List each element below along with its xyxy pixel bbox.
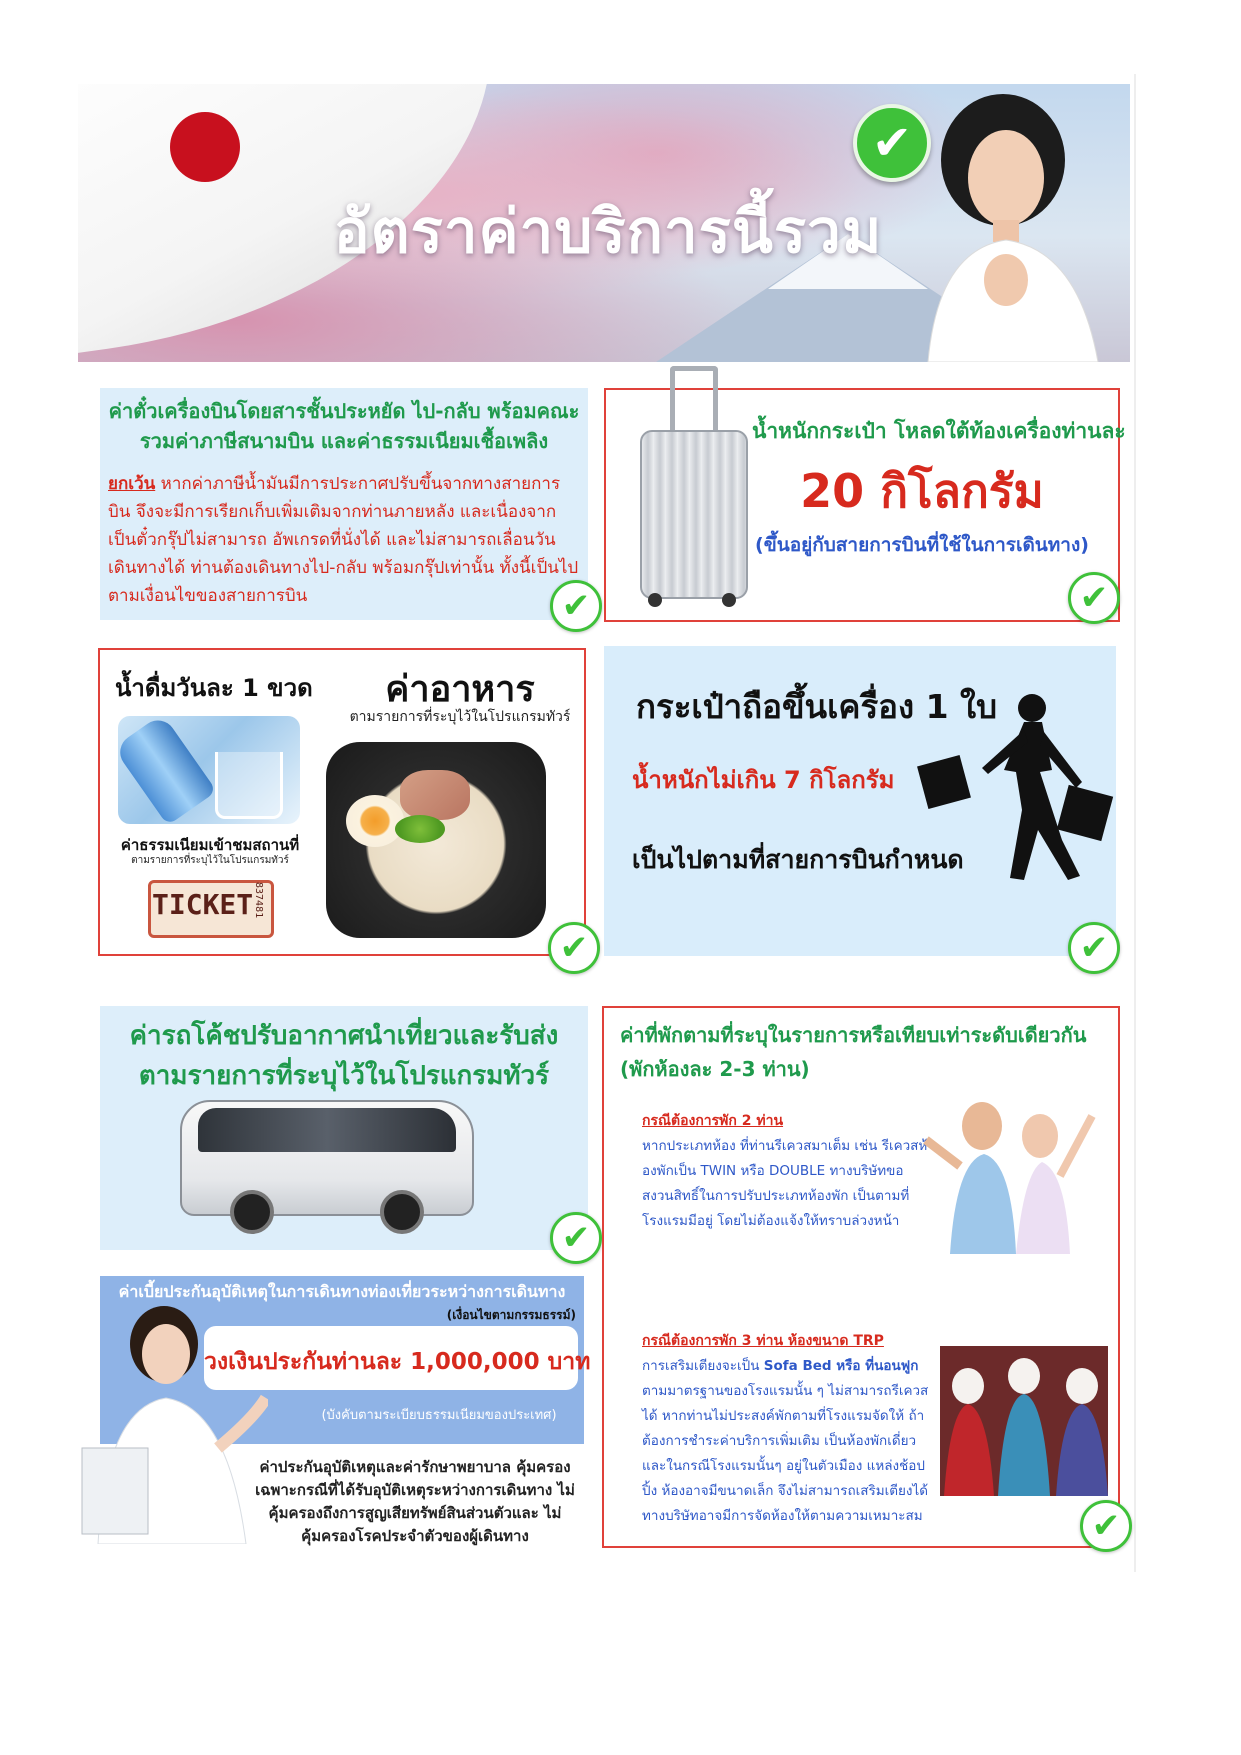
entrance-fee-title: ค่าธรรมเนียมเข้าชมสถานที่ — [120, 836, 300, 854]
bus-wheel — [230, 1190, 274, 1234]
meals-subtitle: ตามรายการที่ระบุไว้ในโปรแกรมทัวร์ — [349, 709, 571, 725]
water-glass — [215, 752, 283, 819]
banner-title: อัตราค่าบริการนี้รวม — [333, 198, 883, 265]
check-icon: ✔ — [550, 580, 602, 632]
luggage-title: น้ำหนักกระเป๋า โหลดใต้ท้องเครื่องท่านละ — [752, 419, 1126, 443]
check-icon: ✔ — [550, 1212, 602, 1264]
case-three-body — [642, 1354, 938, 1529]
nurse-photo — [78, 1298, 268, 1544]
japan-flag-sun — [170, 112, 240, 182]
flight-ticket-box — [100, 388, 588, 620]
check-icon: ✔ — [853, 104, 931, 182]
flight-except-label: ยกเว้น — [108, 474, 156, 494]
meals-title: ค่าอาหาร — [385, 669, 535, 710]
bus-wheel — [380, 1190, 424, 1234]
entrance-fee-subtitle: ตามรายการที่ระบุไว้ในโปรแกรมทัวร์ — [131, 855, 289, 866]
suitcase-icon — [640, 430, 748, 599]
luggage-note: (ขึ้นอยู่กับสายการบินที่ใช้ในการเดินทาง) — [755, 534, 1089, 556]
water-label: น้ำดื่มวันละ 1 ขวด — [115, 674, 313, 702]
flight-heading-line2: รวมค่าภาษีสนามบิน และค่าธรรมเนียมเชื้อเพลิง — [139, 429, 549, 453]
insurance-description: ค่าประกันอุบัติเหตุและค่ารักษาพยาบาล คุ้มครอง เฉพาะกรณีที่ได้รับอุบัติเหตุระหว่างการเดินทาง ไม่คุ้มครองถึงการสูญเสียทรัพย์สินส่วนตัวและ ไม่คุ้มครองโรคประจำตัวของผู้เดินทาง — [255, 1458, 575, 1545]
flight-heading — [100, 396, 588, 456]
carry-on-weight: น้ำหนักไม่เกิน 7 กิโลกรัม — [632, 766, 895, 794]
ticket-text: TICKET — [152, 888, 254, 921]
ramen-scallion — [395, 815, 445, 843]
accommodation-title: ค่าที่พักตามที่ระบุในรายการหรือเทียบเท่าระดับเดียวกัน (พักห้องละ 2-3 ท่าน) — [620, 1023, 1087, 1081]
luggage-weight: 20 กิโลกรัม — [800, 464, 1044, 518]
coach-title-line1: ค่ารถโค้ชปรับอากาศนำเที่ยวและรับส่ง — [129, 1021, 559, 1051]
check-icon: ✔ — [1080, 1500, 1132, 1552]
check-icon: ✔ — [548, 922, 600, 974]
flight-body — [108, 470, 580, 610]
smiling-woman-photo — [908, 90, 1118, 362]
flight-heading-line1: ค่าตั๋วเครื่องบินโดยสารชั้นประหยัด ไป-กลับ พร้อมคณะ — [108, 399, 580, 423]
coach-title — [100, 1016, 588, 1096]
case-three-highlight: Sofa Bed หรือ ที่นอนฟูก — [763, 1358, 919, 1374]
banner — [78, 84, 1130, 362]
suitcase-wheel — [722, 593, 736, 607]
insurance-regulation: (บังคับตามระเบียบธรรมเนียมของประเทศ) — [321, 1408, 557, 1423]
happy-couple-photo — [920, 1096, 1100, 1254]
geisha-photo — [940, 1346, 1108, 1496]
ticket-number: 837481 — [253, 882, 264, 919]
ramen-pork — [400, 770, 470, 820]
ramen-egg — [346, 795, 404, 847]
shopping-woman-silhouette-icon — [912, 690, 1122, 888]
check-icon: ✔ — [1068, 572, 1120, 624]
case-three-body-text: ตามมาตรฐานของโรงแรมนั้น ๆ ไม่สามารถรีเควสได้ หากท่านไม่ประสงค์พักตามที่โรงแรมจัดให้ ถ้าต้องการชำระค่าบริการเพิ่มเติม เป็นห้องพักเดี่ยว และในกรณีโรงแรมนั้นๆ อยู่ในตัวเมือง แหล่งช้อปปิ้ง ห้องอาจมีขนาดเล็ก จึงไม่สามารถเสริมเตียงได้ ทางบริษัทอาจมีการจัดห้องให้ตามความเหมาะสม — [642, 1383, 929, 1524]
insurance-condition: (เงื่อนไขตามกรรมธรรม์) — [446, 1308, 576, 1322]
case-two-heading: กรณีต้องการพัก 2 ท่าน — [642, 1113, 784, 1129]
check-icon: ✔ — [1068, 922, 1120, 974]
suitcase-handle — [670, 366, 718, 435]
carry-on-note: เป็นไปตามที่สายการบินกำหนด — [632, 845, 964, 874]
case-three-heading: กรณีต้องการพัก 3 ท่าน ห้องขนาด TRP — [642, 1333, 884, 1349]
suitcase-wheel — [648, 593, 662, 607]
flight-body-text: หากค่าภาษีน้ำมันมีการประกาศปรับขึ้นจากทางสายการบิน จึงจะมีการเรียกเก็บเพิ่มเติมจากท่านภายหลัง และเนื่องจากเป็นตั๋วกรุ๊ปไม่สามารถ อัพเกรดที่นั่งได้ และไม่สามารถเลื่อนวันเดินทางได้ ท่านต้องเดินทางไป-กลับ พร้อมกรุ๊ปเท่านั้น ทั้งนี้เป็นไปตามเงื่อนไขของสายการบิน — [108, 474, 579, 606]
insurance-title: ค่าเบี้ยประกันอุบัติเหตุในการเดินทางท่องเที่ยวระหว่างการเดินทาง — [118, 1282, 566, 1301]
page-divider — [1134, 74, 1136, 1572]
bus-windows — [198, 1108, 456, 1152]
coach-title-line2: ตามรายการที่ระบุไว้ในโปรแกรมทัวร์ — [138, 1061, 550, 1091]
insurance-amount: วงเงินประกันท่านละ 1,000,000 บาท — [204, 1349, 591, 1375]
case-two-body: หากประเภทห้อง ที่ท่านรีเควสมาเต็ม เช่น รีเควสห้องพักเป็น TWIN หรือ DOUBLE ทางบริษัทขอสงวนสิทธิ์ในการปรับประเภทห้องพัก เป็นตามที่โรงแรมมีอยู่ โดยไม่ต้องแจ้งให้ทราบล่วงหน้า — [642, 1138, 928, 1229]
carry-on-title: กระเป๋าถือขึ้นเครื่อง 1 ใบ — [636, 687, 998, 726]
case-three-prefix: การเสริมเตียงจะเป็น — [642, 1358, 764, 1374]
